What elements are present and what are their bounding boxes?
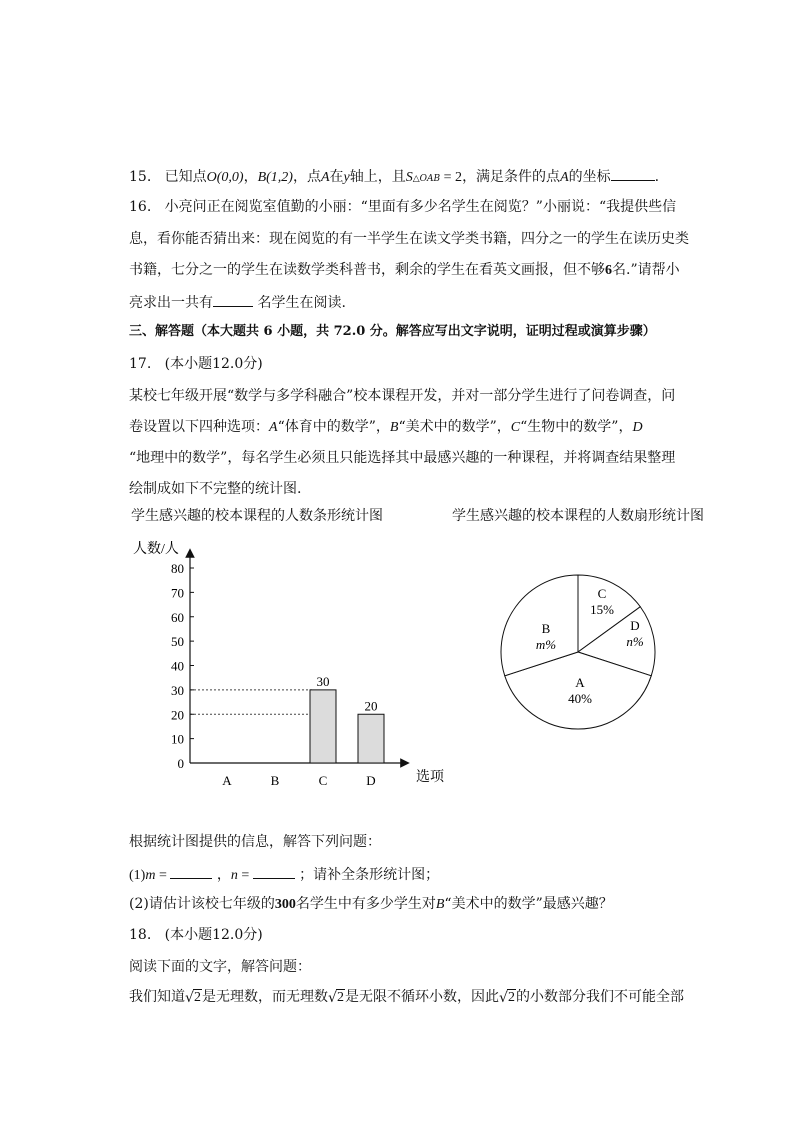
- question-15: [129, 166, 659, 188]
- q17-part-1: [129, 864, 439, 885]
- q16-text: 书籍，七分之一的学生在读数学类科普书，剩余的学生在看英文画报，但不够: [129, 262, 605, 278]
- question-18-header: [129, 926, 263, 944]
- q17-text: “生物中的数学”，: [520, 419, 633, 435]
- q18-score: (本小题12.0分): [164, 927, 263, 943]
- q15-var-a: A: [560, 170, 569, 185]
- pie-label-name-a: A: [575, 675, 585, 690]
- q15-sep: ，: [243, 169, 258, 185]
- pie-label-name-c: C: [597, 586, 607, 601]
- q15-end: .: [654, 169, 660, 185]
- pie-chart: [490, 565, 665, 740]
- sqrt-2: √ 2: [328, 990, 344, 1006]
- sqrt-2: √ 2: [185, 990, 201, 1006]
- x-axis-label: 选项: [416, 769, 444, 785]
- pie-label-value-c: 15%: [590, 602, 614, 617]
- q17-text: 名学生中有多少学生对: [295, 896, 436, 912]
- question-17-line-2: [129, 418, 643, 437]
- q17-var-n: n: [230, 868, 238, 883]
- x-tick-label-a: A: [222, 773, 232, 788]
- bar-chart: [120, 530, 460, 795]
- question-17-line-3: “地理中的数学”，每名学生必须且只能选择其中最感兴趣的一种课程，并将调查结果整理: [129, 450, 676, 466]
- q15-area-subscript: △OAB: [412, 174, 441, 184]
- q17-option-d: D: [632, 420, 643, 435]
- q17-var-m: m: [145, 868, 156, 883]
- q17-score: (本小题12.0分): [164, 356, 263, 372]
- y-tick-label: 60: [171, 609, 184, 625]
- q17-text: (2)请估计该校七年级的: [129, 896, 275, 912]
- q17-option-b: B: [389, 420, 399, 435]
- y-tick-label: 0: [177, 756, 184, 771]
- q15-text: 的坐标: [568, 169, 611, 185]
- q15-text: 轴上，且: [349, 169, 406, 185]
- q17-text: ；请补全条形统计图；: [299, 867, 440, 883]
- q18-text: 的小数部分我们不可能全部: [516, 989, 684, 1005]
- bar-value-label-d: 20: [364, 698, 378, 714]
- q18-number: 18.: [129, 927, 152, 943]
- q17-option-a: A: [269, 420, 278, 435]
- y-tick-label: 80: [171, 561, 184, 576]
- q18-line-1: 阅读下面的文字，解答问题：: [129, 959, 311, 975]
- pie-label-value-b: m%: [535, 637, 557, 652]
- q16-text: 小亮问正在阅览室值勤的小丽：“里面有多少名学生在阅览？”小丽说：“我提供些信: [164, 199, 677, 215]
- q16-number: 16.: [129, 199, 152, 215]
- x-tick-label-b: B: [270, 773, 280, 788]
- q15-area-symbol: S: [405, 170, 413, 185]
- x-tick-labels: [222, 773, 375, 788]
- question-16-line-1: [129, 198, 676, 216]
- sqrt-radicand: 2: [508, 990, 515, 1005]
- q18-text: 我们知道: [129, 989, 185, 1005]
- q15-text: 在: [329, 169, 344, 185]
- q15-var-y: y: [343, 170, 350, 185]
- pie-label-value-a: 40%: [568, 691, 592, 706]
- q17-part-1-label: (1): [129, 868, 146, 883]
- q17-part-2: [129, 895, 613, 914]
- q17-text: 卷设置以下四种选项：: [129, 419, 269, 435]
- bars: [310, 674, 384, 763]
- q16-number-6: 6: [605, 263, 612, 278]
- q17-number-300: 300: [274, 897, 296, 912]
- q15-text: ，满足条件的点: [462, 169, 561, 185]
- question-16-line-4: [129, 292, 346, 312]
- section-3-heading: 三、解答题（本大题共 6 小题，共 72.0 分。解答应写出文字说明，证明过程或演算步骤）: [129, 324, 656, 339]
- q15-text: ，点: [292, 169, 321, 185]
- x-tick-label-c: C: [318, 773, 328, 788]
- q15-equation: = 2: [440, 170, 463, 185]
- x-tick-label-d: D: [366, 773, 376, 788]
- q16-answer-blank: [213, 292, 253, 307]
- pie-label-name-d: D: [630, 618, 640, 633]
- question-17-line-4: 绘制成如下不完整的统计图.: [129, 481, 302, 497]
- q16-text: 亮求出一共有: [129, 295, 213, 311]
- sqrt-radicand: 2: [337, 990, 344, 1005]
- y-tick-label: 20: [171, 707, 184, 723]
- question-17-line-1: 某校七年级开展“数学与多学科融合”校本课程开发，并对一部分学生进行了问卷调查，问: [129, 388, 676, 404]
- q17-info: 根据统计图提供的信息，解答下列问题：: [129, 834, 381, 850]
- q16-text: 名学生在阅读.: [253, 295, 346, 311]
- q17-text: “美术中的数学”最感兴趣？: [444, 896, 613, 912]
- q18-line-2: [129, 988, 684, 1006]
- q15-point-b: B(1,2): [257, 170, 293, 185]
- pie-chart-title: 学生感兴趣的校本课程的人数扇形统计图: [452, 508, 704, 524]
- q17-m-blank: [170, 864, 212, 879]
- q17-option-b: B: [435, 897, 445, 912]
- bar-reference-lines: [190, 690, 312, 714]
- y-tick-label: 40: [171, 658, 184, 674]
- q15-point-o: O(0,0): [206, 170, 244, 185]
- q17-eq: =: [155, 868, 171, 883]
- q17-n-blank: [253, 864, 295, 879]
- q15-var-a: A: [320, 170, 330, 185]
- q18-text: 是无理数，而无理数: [202, 989, 328, 1005]
- question-16-line-2: 息，看你能否猜出来：现在阅览的有一半学生在读文学类书籍，四分之一的学生在读历史类: [129, 231, 689, 247]
- q17-number: 17.: [129, 356, 152, 372]
- q16-text: 名.”请帮小: [612, 262, 680, 278]
- pie-label-value-d: n%: [626, 634, 644, 649]
- pie-label-name-b: B: [541, 621, 551, 636]
- q15-answer-blank: [611, 166, 655, 181]
- q17-text: “美术中的数学”，: [398, 419, 511, 435]
- bar-d: [358, 714, 384, 763]
- bar-c: [310, 690, 336, 763]
- q15-text: 已知点: [164, 169, 207, 185]
- y-tick-label: 30: [171, 682, 184, 698]
- sqrt-radicand: 2: [194, 990, 201, 1005]
- y-tick-label: 10: [171, 731, 184, 747]
- q15-number: 15.: [129, 169, 152, 185]
- y-tick-label: 50: [171, 634, 184, 650]
- bar-value-label-c: 30: [316, 673, 330, 689]
- y-axis-label: 人数/人: [133, 542, 179, 557]
- question-17-header: [129, 355, 263, 373]
- q17-option-c: C: [510, 420, 521, 435]
- q17-sep: ，: [216, 867, 231, 883]
- question-16-line-3: [129, 261, 680, 280]
- q18-text: 是无限不循环小数，因此: [345, 989, 499, 1005]
- y-tick-label: 70: [171, 585, 184, 601]
- q17-text: “体育中的数学”，: [277, 419, 390, 435]
- bar-chart-title: 学生感兴趣的校本课程的人数条形统计图: [131, 508, 383, 524]
- q17-eq: =: [237, 868, 253, 883]
- sqrt-2: √ 2: [499, 990, 515, 1006]
